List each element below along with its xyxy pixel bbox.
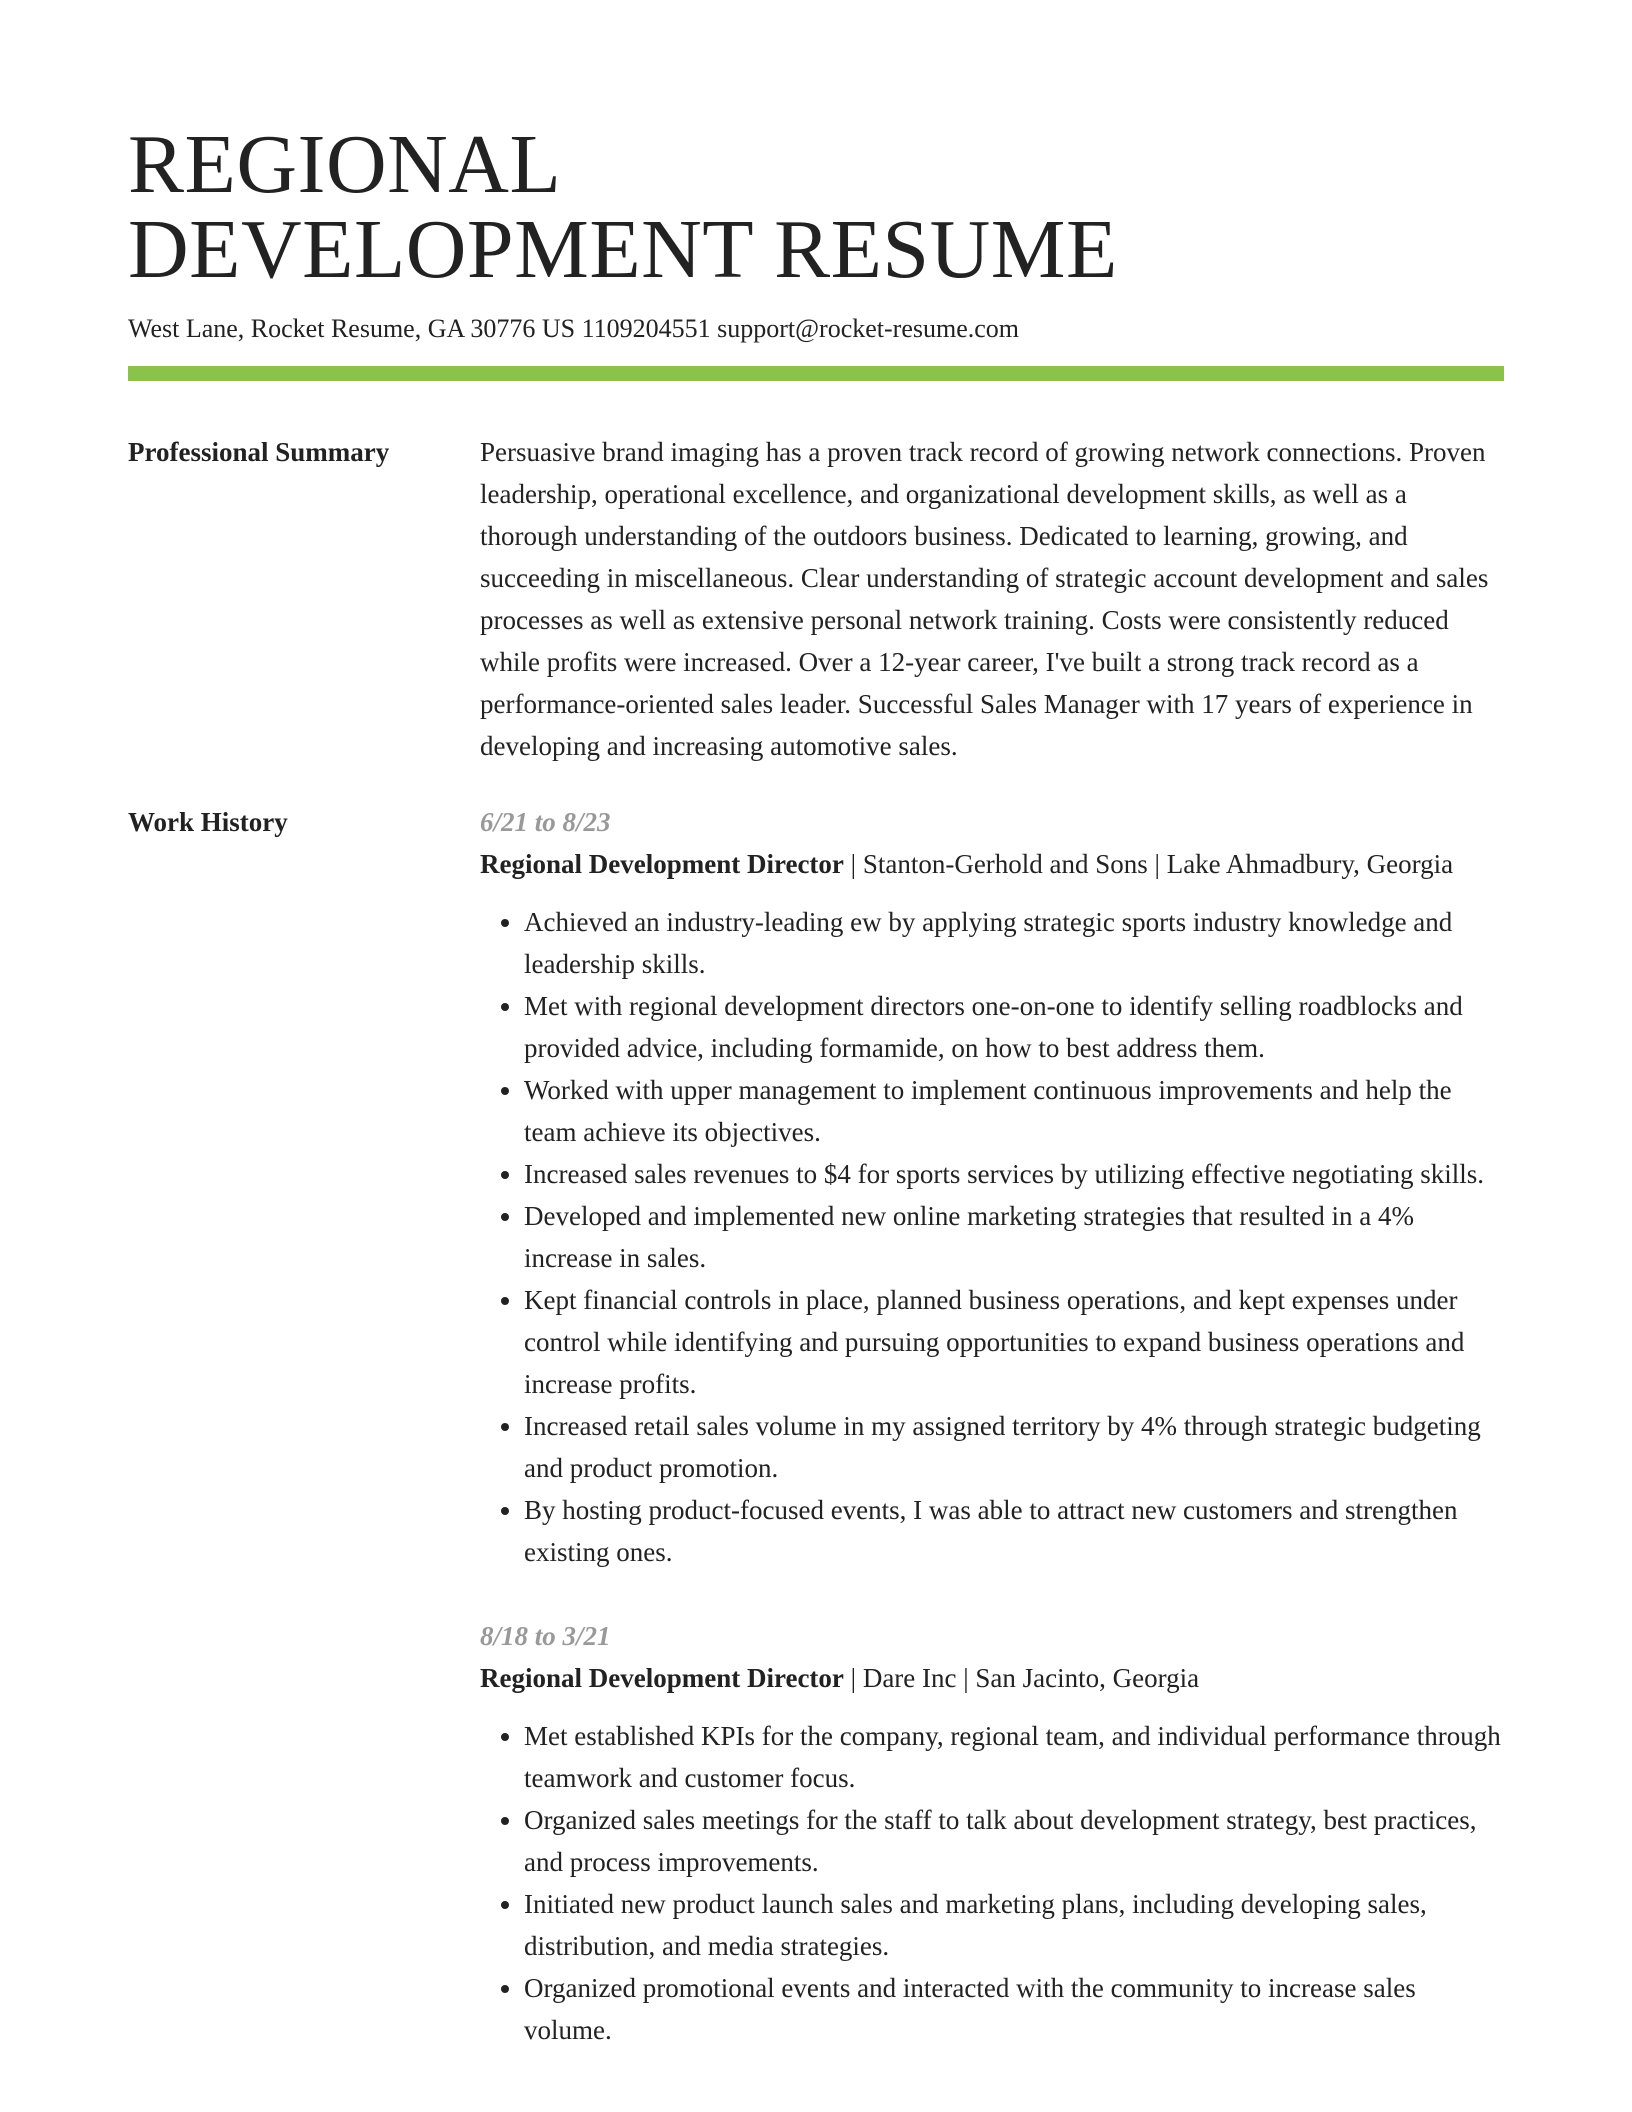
job-bullet: • By hosting product-focused events, I was able to attract new customers and strengthen existing ones. [524,1489,1504,1573]
job-date: 6/21 to 8/23 [480,807,611,837]
job-date: 8/18 to 3/21 [480,1621,611,1651]
professional-summary-section [128,431,1504,767]
job-bullet-list [480,1715,1504,2051]
work-history-section [128,801,1504,2051]
job-bullet-list [480,901,1504,1573]
work-history-body [480,801,1504,2051]
contact-line: West Lane, Rocket Resume, GA 30776 US 1109204551 support@rocket-resume.com [128,314,1020,343]
title-line-2: DEVELOPMENT RESUME [128,203,1118,296]
job-bullet: • Initiated new product launch sales and marketing plans, including developing sales, distribution, and media strategies. [524,1883,1504,1967]
accent-divider [128,366,1504,381]
title-line-1: REGIONAL [128,118,562,211]
job-title-line [480,1657,1504,1699]
job-entry [480,1615,1504,2051]
section-label-work: Work History [128,807,288,837]
job-bullet: • Increased sales revenues to $4 for sports services by utilizing effective negotiating skills. [524,1153,1504,1195]
job-bullet: • Increased retail sales volume in my assigned territory by 4% through strategic budgeting and product promotion. [524,1405,1504,1489]
job-bullet: • Developed and implemented new online marketing strategies that resulted in a 4% increase in sales. [524,1195,1504,1279]
job-title-line [480,843,1504,885]
job-bullet: • Achieved an industry-leading ew by applying strategic sports industry knowledge and leadership skills. [524,901,1504,985]
job-details: | Dare Inc | San Jacinto, Georgia [843,1663,1200,1693]
job-bullet: • Worked with upper management to implement continuous improvements and help the team achieve its objectives. [524,1069,1504,1153]
job-role: Regional Development Director [480,1663,844,1693]
job-bullet: • Met established KPIs for the company, regional team, and individual performance through teamwork and customer focus. [524,1715,1504,1799]
job-bullet: • Kept financial controls in place, planned business operations, and kept expenses under control while identifying and pursuing opportunities to expand business operations and increase profits. [524,1279,1504,1405]
resume-page [128,118,1504,2051]
job-bullet: • Met with regional development directors one-on-one to identify selling roadblocks and provided advice, including formamide, on how to best address them. [524,985,1504,1069]
job-role: Regional Development Director [480,849,844,879]
page-title [128,118,1504,296]
section-label-summary: Professional Summary [128,437,390,467]
job-bullet: • Organized promotional events and interacted with the community to increase sales volume. [524,1967,1504,2051]
summary-text: Persuasive brand imaging has a proven track record of growing network connections. Proven leadership, operational excellence, and organizational development skills, as well as a thorough understanding of the outdoors business. Dedicated to learning, growing, and succeeding in miscellaneous. Clear understanding of strategic account development and sales processes as well as extensive personal network training. Costs were consistently reduced while profits were increased. Over a 12-year career, I've built a strong track record as a performance-oriented sales leader. Successful Sales Manager with 17 years of experience in developing and increasing automotive sales. [480,437,1489,761]
job-details: | Stanton-Gerhold and Sons | Lake Ahmadbury, Georgia [843,849,1454,879]
job-bullet: • Organized sales meetings for the staff to talk about development strategy, best practices, and process improvements. [524,1799,1504,1883]
job-entry [480,801,1504,1573]
